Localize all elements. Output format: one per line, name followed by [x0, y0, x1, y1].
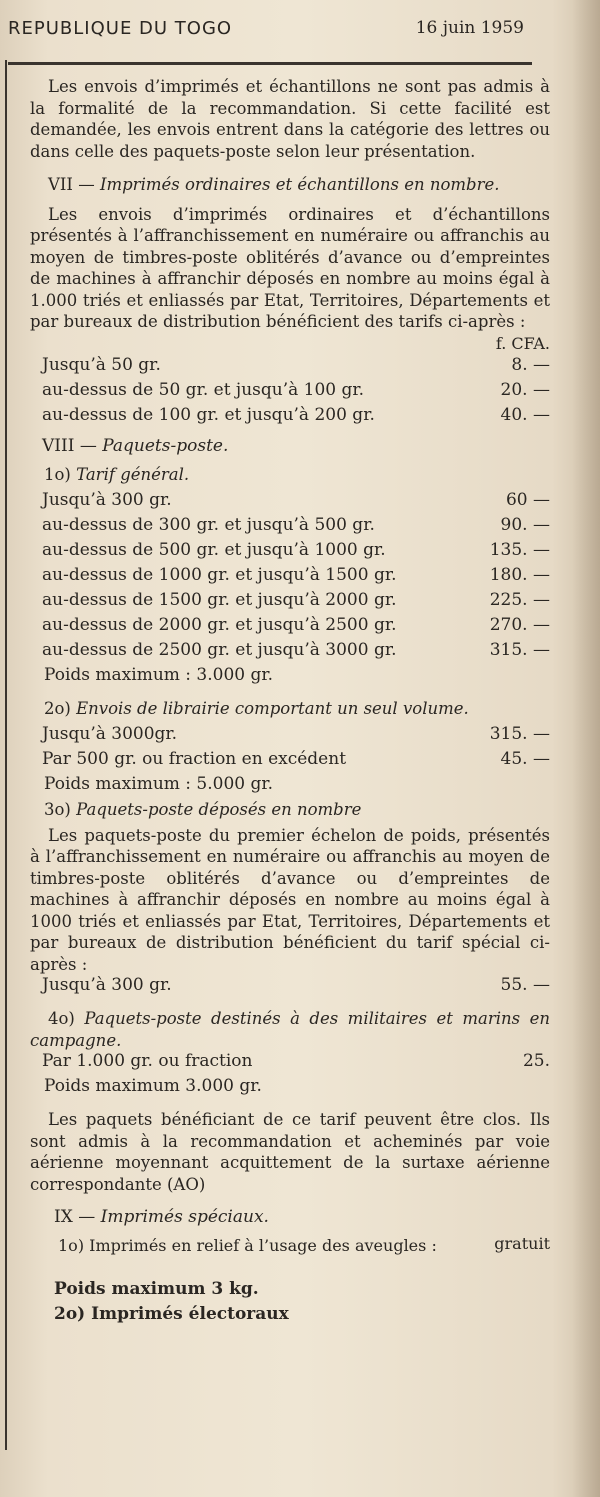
subsection-heading	[30, 1008, 550, 1051]
table-row	[30, 540, 550, 565]
tariff-table-viii-4	[30, 1051, 550, 1076]
rate-value: 25.	[522, 1051, 550, 1071]
subsection-number: 2o)	[44, 698, 71, 718]
table-row	[30, 1051, 550, 1076]
rate-value: 180. —	[489, 564, 550, 585]
section-number: VII —	[48, 175, 95, 194]
section-title: Imprimés ordinaires et échantillons en nombre.	[99, 175, 500, 194]
rate-value: 40. —	[500, 404, 550, 425]
rate-label: au-dessus de 50 gr. et jusqu’à 100 gr.	[42, 379, 365, 400]
rate-label: Par 1.000 gr. ou fraction	[42, 1051, 253, 1071]
subsection-value: gratuit	[494, 1234, 550, 1253]
max-weight: Poids maximum 3 kg.	[54, 1279, 259, 1299]
rate-value: 55. —	[500, 975, 550, 995]
subsection-label: Imprimés en relief à l’usage des aveugles :	[89, 1236, 437, 1255]
max-weight: Poids maximum : 3.000 gr.	[44, 664, 274, 685]
subsection-title: Paquets-poste déposés en nombre	[76, 799, 362, 819]
rate-label: Jusqu’à 300 gr.	[42, 975, 172, 995]
table-row	[30, 590, 550, 615]
subsection-title: Tarif général.	[76, 464, 190, 484]
rate-label: au-dessus de 300 gr. et jusqu’à 500 gr.	[42, 514, 375, 535]
rate-label: au-dessus de 500 gr. et jusqu’à 1000 gr.	[42, 539, 386, 560]
section-viii-heading	[30, 436, 550, 464]
subsection-item	[30, 1235, 550, 1279]
table-row	[30, 565, 550, 590]
currency-unit: f. CFA.	[495, 333, 550, 353]
rate-value: 45. —	[500, 748, 550, 769]
section-vii-heading	[30, 174, 550, 196]
rate-value: 8. —	[511, 354, 550, 375]
subsection-number: 1o)	[44, 464, 71, 484]
subsection-item	[30, 1304, 550, 1329]
rate-label: Jusqu’à 50 gr.	[42, 354, 161, 375]
tariff-table-viii-3	[30, 975, 550, 1000]
subsection-number: 2o)	[54, 1304, 86, 1324]
subsection-heading	[30, 799, 550, 825]
tariff-table-vii	[30, 355, 550, 430]
table-row	[30, 975, 550, 1000]
rate-value: 135. —	[489, 539, 550, 560]
rate-label: Par 500 gr. ou fraction en excédent	[42, 748, 347, 769]
running-header	[8, 18, 524, 48]
table-row	[30, 380, 550, 405]
table-row	[30, 640, 550, 665]
max-weight: Poids maximum : 5.000 gr.	[44, 773, 274, 794]
section-vii-paragraph: Les envois d’imprimés ordinaires et d’échantillons présentés à l’affranchissement en numéraire ou affranchis au moyen de timbres-poste oblitérés d’avance ou d’empreintes de machines à affranchir déposés en nombre au moins égal à 1.000 triés et enliassés par Etat, Territoires, Départements et par bureaux de distribution bénéficient des tarifs ci-après :	[30, 204, 550, 331]
table-row	[30, 515, 550, 540]
section-number: VIII —	[42, 435, 97, 456]
tariff-table-viii-2	[30, 724, 550, 774]
rate-label: au-dessus de 2000 gr. et jusqu’à 2500 gr.	[42, 614, 397, 635]
subsection-title: Paquets-poste destinés à des militaires et marins en campagne.	[30, 1009, 550, 1050]
subsection-label: Imprimés électoraux	[91, 1304, 289, 1324]
rate-value: 90. —	[500, 514, 550, 535]
header-date: 16 juin 1959	[415, 18, 524, 38]
table-row	[30, 615, 550, 640]
document-body	[30, 76, 550, 1329]
subsection-number: 3o)	[44, 799, 71, 819]
rate-value: 270. —	[489, 614, 550, 635]
rate-label: au-dessus de 1500 gr. et jusqu’à 2000 gr.	[42, 589, 397, 610]
table-row	[30, 749, 550, 774]
section-number: IX —	[54, 1207, 96, 1227]
section-title: Imprimés spéciaux.	[100, 1207, 269, 1227]
rate-label: au-dessus de 1000 gr. et jusqu’à 1500 gr.	[42, 564, 397, 585]
closing-paragraph: Les paquets bénéficiant de ce tarif peuvent être clos. Ils sont admis à la recommandation et acheminés par voie aérienne moyennant acquittement de la surtaxe aérienne correspondante (AO)	[30, 1110, 550, 1194]
rate-label: au-dessus de 100 gr. et jusqu’à 200 gr.	[42, 404, 375, 425]
max-weight: Poids maximum 3.000 gr.	[44, 1076, 262, 1096]
subsection-number: 1o)	[58, 1236, 85, 1255]
rate-value: 315. —	[489, 639, 550, 660]
header-rule	[8, 62, 532, 65]
rate-label: Jusqu’à 300 gr.	[42, 489, 172, 510]
margin-rule	[5, 60, 7, 1450]
header-title: REPUBLIQUE DU TOGO	[8, 18, 233, 39]
rate-value: 225. —	[489, 589, 550, 610]
subsection-heading	[30, 464, 550, 490]
section-title: Paquets-poste.	[102, 435, 229, 456]
subsection-number: 4o)	[48, 1009, 75, 1028]
intro-paragraph: Les envois d’imprimés et échantillons ne sont pas admis à la formalité de la recommandation. Si cette facilité est demandée, les envois entrent dans la catégorie des lettres ou dans celle des paquets-poste selon leur présentation.	[30, 77, 550, 161]
tariff-table-viii-1	[30, 490, 550, 665]
table-row	[30, 724, 550, 749]
rate-label: Jusqu’à 3000gr.	[42, 723, 178, 744]
rate-value: 315. —	[489, 723, 550, 744]
page-edge-shadow	[572, 0, 600, 1497]
subsection-heading	[30, 698, 550, 724]
rate-value: 20. —	[500, 379, 550, 400]
table-row	[30, 490, 550, 515]
table-row	[30, 355, 550, 380]
table-row	[30, 405, 550, 430]
subsection-title: Envois de librairie comportant un seul volume.	[76, 698, 469, 718]
rate-label: au-dessus de 2500 gr. et jusqu’à 3000 gr.	[42, 639, 397, 660]
subsection-paragraph: Les paquets-poste du premier échelon de poids, présentés à l’affranchissement en numéraire ou affranchis au moyen de timbres-poste oblitérés d’avance ou d’empreintes de machines à affranchir déposés en nombre au moins égal à 1000 triés et enliassés par Etat, Territoires, Départements et par bureaux de distribution bénéficient du tarif spécial ci-après :	[30, 825, 550, 974]
section-ix-heading	[30, 1207, 550, 1235]
rate-value: 60 —	[505, 489, 550, 510]
